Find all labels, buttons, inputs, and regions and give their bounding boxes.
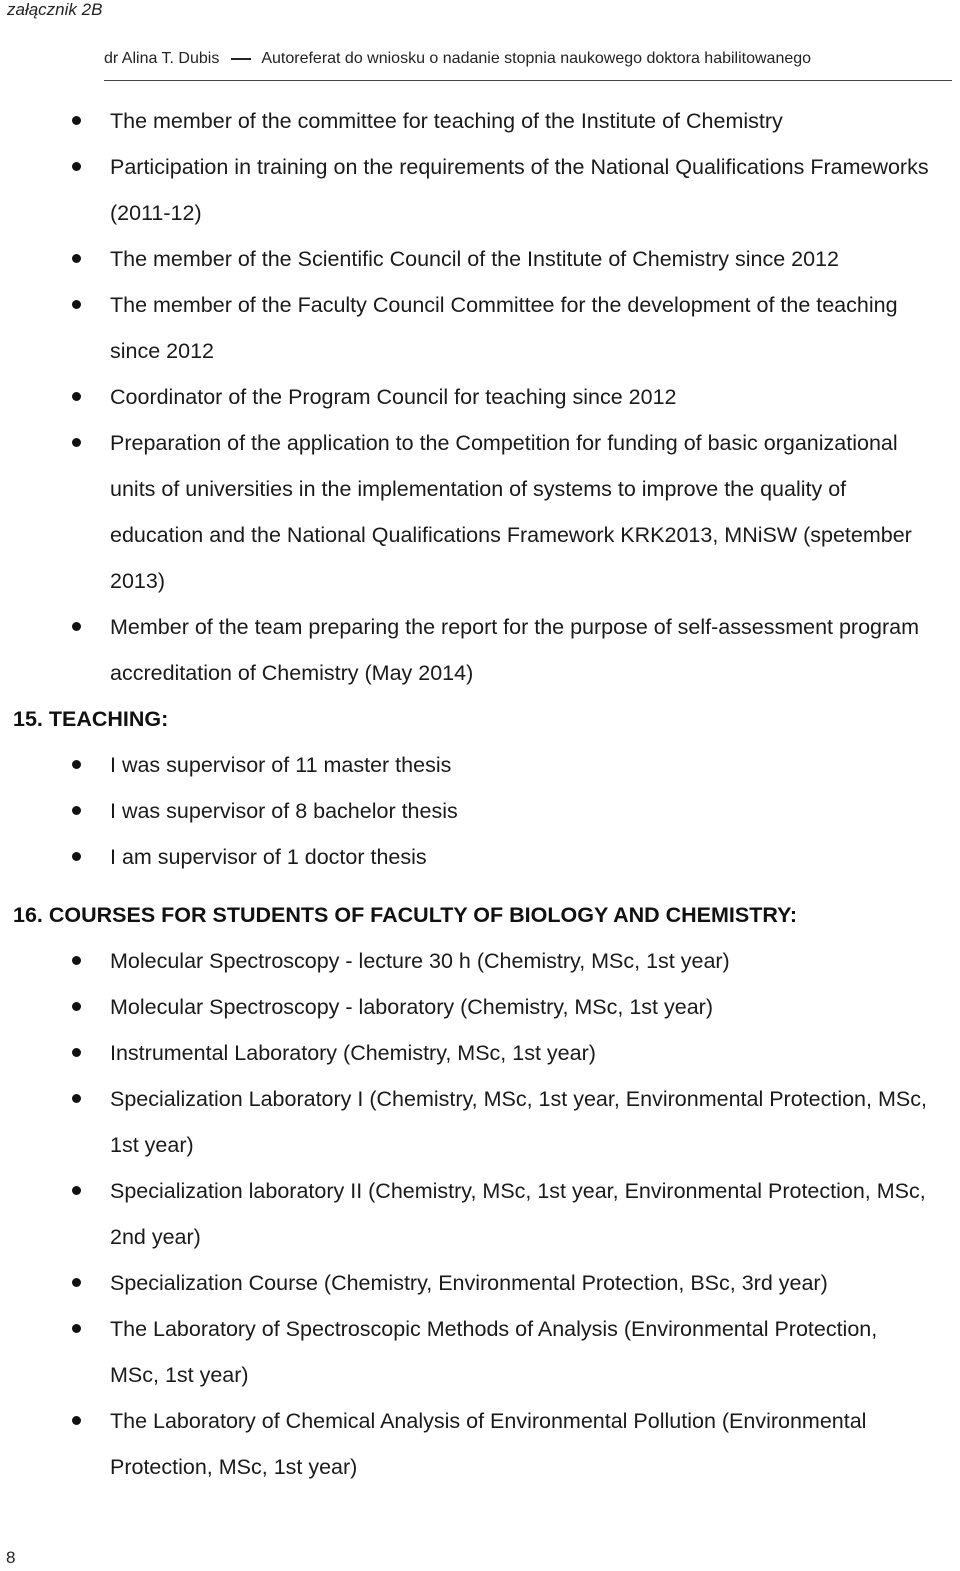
list-item	[0, 98, 960, 144]
list-item	[0, 420, 960, 604]
bullet-icon	[72, 852, 81, 861]
list-item	[0, 1168, 960, 1260]
list-item	[0, 282, 960, 374]
list-item-text: Specialization Laboratory I (Chemistry, MSc, 1st year, Environmental Protection, MSc, 1st year)	[110, 1087, 927, 1157]
list-item-text: Molecular Spectroscopy - laboratory (Chemistry, MSc, 1st year)	[110, 995, 713, 1019]
header-author: dr Alina T. Dubis	[104, 50, 220, 67]
bullet-icon	[72, 1002, 81, 1011]
list-item-text: The member of the Faculty Council Committee for the development of the teaching since 2012	[110, 293, 898, 363]
bullet-icon	[72, 956, 81, 965]
bullet-icon	[72, 1048, 81, 1057]
bullet-icon	[72, 392, 81, 401]
bullet-icon	[72, 760, 81, 769]
list-item	[0, 1260, 960, 1306]
courses-heading: 16. COURSES FOR STUDENTS OF FACULTY OF BIOLOGY AND CHEMISTRY:	[13, 903, 798, 927]
bullet-icon	[72, 1324, 81, 1333]
list-item-text: Participation in training on the requirements of the National Qualifications Frameworks (2011-12)	[110, 155, 929, 225]
list-item-text: The Laboratory of Spectroscopic Methods of Analysis (Environmental Protection, MSc, 1st year)	[110, 1317, 878, 1387]
bullet-icon	[72, 116, 81, 125]
header-dash	[231, 58, 251, 60]
list-item-text: Instrumental Laboratory (Chemistry, MSc, 1st year)	[110, 1041, 596, 1065]
list-item	[0, 604, 960, 696]
bullet-icon	[72, 1094, 81, 1103]
list-item-text: Member of the team preparing the report for the purpose of self-assessment program accreditation of Chemistry (May 2014)	[110, 615, 920, 685]
bullet-icon	[72, 1416, 81, 1425]
courses-list	[0, 938, 960, 1490]
list-item	[0, 1030, 960, 1076]
list-item	[0, 1306, 960, 1398]
list-item	[0, 1076, 960, 1168]
list-item	[0, 984, 960, 1030]
bullet-icon	[72, 1186, 81, 1195]
teaching-heading: 15. TEACHING:	[13, 707, 169, 731]
list-item-text: Specialization Course (Chemistry, Environmental Protection, BSc, 3rd year)	[110, 1271, 828, 1295]
running-header	[104, 50, 811, 68]
annex-label: załącznik 2B	[7, 0, 103, 19]
list-item	[0, 834, 960, 880]
list-item-text: Coordinator of the Program Council for teaching since 2012	[110, 385, 677, 409]
list-item-text: I am supervisor of 1 doctor thesis	[110, 845, 427, 869]
bullet-icon	[72, 254, 81, 263]
activities-list	[0, 98, 960, 696]
bullet-icon	[72, 806, 81, 815]
list-item	[0, 938, 960, 984]
bullet-icon	[72, 1278, 81, 1287]
list-item	[0, 374, 960, 420]
list-item-text: I was supervisor of 8 bachelor thesis	[110, 799, 458, 823]
list-item	[0, 144, 960, 236]
list-item	[0, 742, 960, 788]
list-item	[0, 788, 960, 834]
page-number: 8	[6, 1548, 16, 1567]
bullet-icon	[72, 300, 81, 309]
header-rule	[104, 80, 952, 81]
teaching-list	[0, 742, 960, 880]
bullet-icon	[72, 622, 81, 631]
list-item-text: Molecular Spectroscopy - lecture 30 h (Chemistry, MSc, 1st year)	[110, 949, 730, 973]
list-item-text: The Laboratory of Chemical Analysis of Environmental Pollution (Environmental Protection, MSc, 1st year)	[110, 1409, 867, 1479]
list-item-text: The member of the Scientific Council of the Institute of Chemistry since 2012	[110, 247, 839, 271]
list-item-text: Preparation of the application to the Competition for funding of basic organizational units of universities in the implementation of systems to improve the quality of education and the National Qualifications Framework KRK2013, MNiSW (spetember 2013)	[110, 431, 912, 593]
list-item-text: Specialization laboratory II (Chemistry, MSc, 1st year, Environmental Protection, MSc, 2nd year)	[110, 1179, 926, 1249]
list-item-text: The member of the committee for teaching of the Institute of Chemistry	[110, 109, 783, 133]
bullet-icon	[72, 438, 81, 447]
header-title: Autoreferat do wniosku o nadanie stopnia naukowego doktora habilitowanego	[261, 50, 812, 67]
bullet-icon	[72, 162, 81, 171]
list-item	[0, 1398, 960, 1490]
page-content	[0, 98, 960, 1490]
list-item-text: I was supervisor of 11 master thesis	[110, 753, 452, 777]
list-item	[0, 236, 960, 282]
